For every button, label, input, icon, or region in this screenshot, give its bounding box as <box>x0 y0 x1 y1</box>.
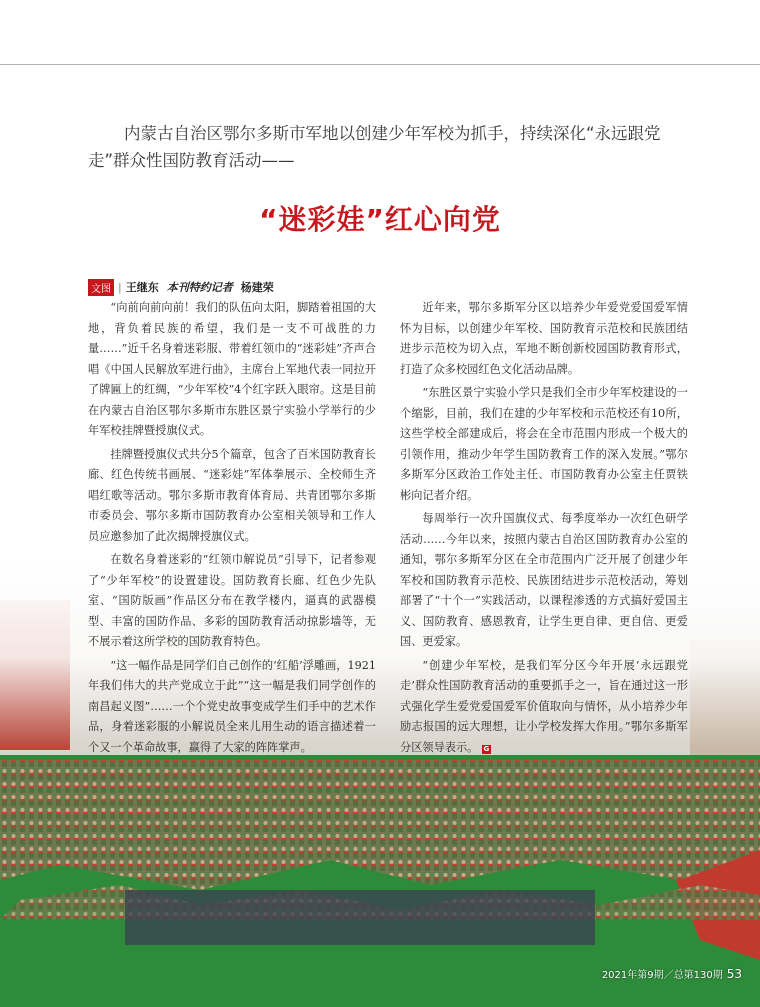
photo-building-left <box>0 600 70 750</box>
paragraph: 在数名身着迷彩的“红领巾解说员”引导下，记者参观了“少年军校”的设置建设。国防教育长廊、红色少先队室、“国防版画”作品区分布在教学楼内，逼真的武器模型、丰富的国防作品、多彩的国防教育活动掠影墙等，无不展示着这所学校的国防教育特色。 <box>88 553 376 648</box>
byline-role: 本刊特约记者 <box>166 281 233 294</box>
paragraph: 每周举行一次升国旗仪式、每季度举办一次红色研学活动……今年以来，按照内蒙古自治区国防教育办公室的通知，鄂尔多斯军分区在全市范围内广泛开展了创建少年军校和国防教育示范校、民族团结进步示范校活动，筹划部署了“十个一”实践活动，以课程渗透的方式搞好爱国主义、国防教育、感恩教育，让学生更自律、更自信、更爱国、更爱家。 <box>400 512 688 648</box>
paragraph-last-text: “创建少年军校，是我们军分区今年开展‘永远跟党走’群众性国防教育活动的重要抓手之一，旨在通过这一形式强化学生爱党爱国爱军价值取向与情怀，从小培养少年励志报国的远大理想，让小学校发挥大作用。”鄂尔多斯军分区领导表示。 <box>400 658 688 754</box>
issue-info: 2021年第9期／总第130期 <box>601 970 723 981</box>
page-footer <box>602 966 742 981</box>
byline-divider: | <box>118 280 122 294</box>
article-deck: 内蒙古自治区鄂尔多斯市军地以创建少年军校为抓手，持续深化“永远跟党走”群众性国防教育活动—— <box>88 124 661 170</box>
byline <box>88 279 274 295</box>
header-rule <box>0 64 760 65</box>
end-mark-icon: G <box>483 744 490 753</box>
article-column-left <box>88 298 376 761</box>
paragraph-last <box>400 656 688 759</box>
paragraph: “向前向前向前！我们的队伍向太阳，脚踏着祖国的大地，背负着民族的希望，我们是一支不可战胜的力量……”近千名身着迷彩服、带着红领巾的“迷彩娃”齐声合唱《中国人民解放军进行曲》，主席台上军地代表一同拉开了牌匾上的红绸，“少年军校”4个红字跃入眼帘。这是目前在内蒙古自治区鄂尔多斯市东胜区景宁实验小学举行的少年军校挂牌暨授旗仪式。 <box>88 301 376 437</box>
paragraph: “东胜区景宁实验小学只是我们全市少年军校建设的一个缩影，目前，我们在建的少年军校和示范校还有10所，这些学校全部建成后，将会在全市范围内形成一个极大的引领作用，推动少年学生国防教育工作的深入发展。”鄂尔多斯军分区政治工作处主任、市国防教育办公室主任贾铁彬向记者介绍。 <box>400 386 688 502</box>
photo-students-formation <box>0 760 760 890</box>
article-column-right <box>400 298 688 761</box>
byline-author-2: 杨建荣 <box>240 281 274 294</box>
paragraph: 挂牌暨授旗仪式共分5个篇章，包含了百米国防教育长廊、红色传统书画展、“迷彩娃”军体拳展示、全校师生齐唱红歌等活动。鄂尔多斯市教育体育局、共青团鄂尔多斯市委员会、鄂尔多斯市国防教育办公室相关领导和工作人员应邀参加了此次揭牌授旗仪式。 <box>88 447 376 543</box>
paragraph: “这一幅作品是同学们自己创作的‘红船’浮雕画，1921年我们伟大的共产党成立于此”“这一幅是我们同学创作的南昌起义图”……一个个党史故事变成学生们手中的艺术作品，身着迷彩服的小解说员全来儿用生动的语言描述着一个又一个革命故事，赢得了大家的阵阵掌声。 <box>88 658 376 754</box>
byline-author-1: 王继东 <box>125 281 159 294</box>
article-title: “迷彩娃”红心向党 <box>259 203 501 236</box>
paragraph: 近年来，鄂尔多斯军分区以培养少年爱党爱国爱军情怀为目标，以创建少年军校、国防教育示范校和民族团结进步示范校为切入点，军地不断创新校园国防教育形式，打造了众多校园红色文化活动品牌。 <box>400 301 688 376</box>
page-number: 53 <box>726 967 742 981</box>
photo-building-right <box>690 640 760 760</box>
photo-officials-row <box>125 890 595 945</box>
byline-tag: 文图 <box>88 279 114 296</box>
photo-track <box>640 790 760 960</box>
photo-students-rows <box>0 885 760 920</box>
